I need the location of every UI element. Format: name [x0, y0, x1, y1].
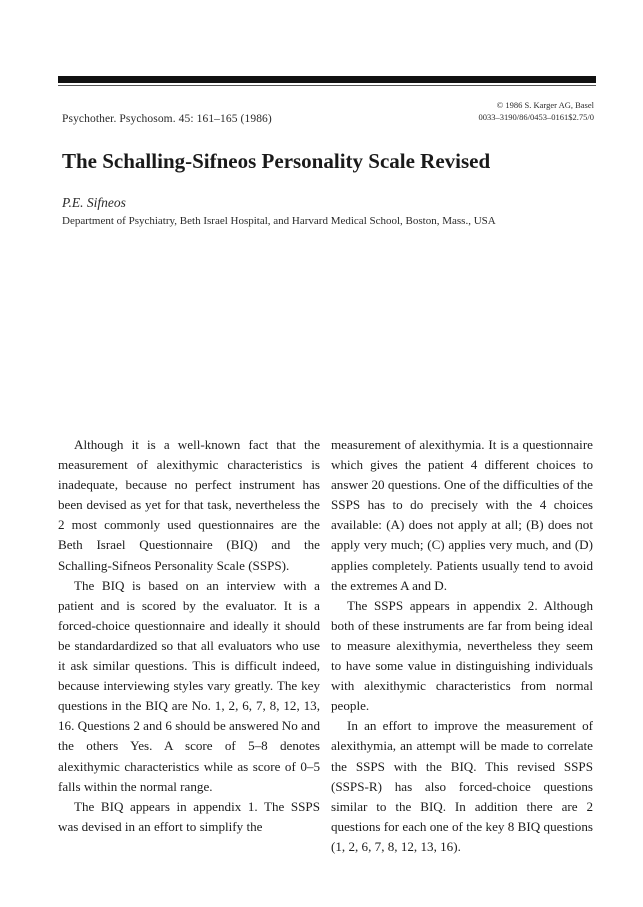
article-code: 0033–3190/86/0453–0161$2.75/0 — [478, 112, 594, 122]
body-column-left — [58, 435, 320, 837]
copyright-notice: © 1986 S. Karger AG, Basel — [496, 100, 594, 110]
paragraph: The BIQ appears in appendix 1. The SSPS was devised in an effort to simplify the — [58, 798, 320, 834]
paragraph-continued: measurement of alexithymia. It is a questionnaire which gives the patient 4 different choices to answer 20 questions. One of the difficulties of the SSPS has to do precisely with the 4 choices available: (A) does not apply at all; (B) does not apply very much; (C) applies very much, and (D) applies completely. Patients usually tend to avoid the extremes A and D. — [331, 437, 593, 593]
header-rule-thick — [58, 76, 596, 83]
paragraph: In an effort to improve the measurement of alexithymia, an attempt will be made to correlate the SSPS with the BIQ. This revised SSPS (SSPS-R) has also forced-choice questions similar to the BIQ. In addition there are 2 questions for each one of the key 8 BIQ questions (1, 2, 6, 7, 8, 12, 13, 16). — [331, 718, 593, 854]
body-column-right — [331, 435, 593, 857]
article-title: The Schalling-Sifneos Personality Scale Revised — [62, 149, 491, 173]
author-name: P.E. Sifneos — [62, 195, 126, 210]
paragraph: The SSPS appears in appendix 2. Although both of these instruments are far from being ideal to measure alexithymia, nevertheless they seem to have some value in distinguishing individuals with alexithymic characteristics from normal people. — [331, 597, 593, 714]
paragraph: Although it is a well-known fact that the measurement of alexithymic characteristics is inadequate, because no perfect instrument has been devised as yet for that task, nevertheless the 2 most commonly used questionnaires are the Beth Israel Questionnaire (BIQ) and the Schalling-Sifneos Personality Scale (SSPS). — [58, 437, 320, 573]
journal-citation: Psychother. Psychosom. 45: 161–165 (1986) — [62, 113, 272, 125]
copyright-block — [479, 99, 594, 123]
header-rule-thin — [58, 85, 596, 86]
author-affiliation: Department of Psychiatry, Beth Israel Hospital, and Harvard Medical School, Boston, Mass., USA — [62, 215, 496, 227]
paragraph: The BIQ is based on an interview with a patient and is scored by the evaluator. It is a forced-choice questionnaire and ideally it should be standardardized so that all evaluators who use it ask similar questions. This is difficult indeed, because interviewing styles vary greatly. The key questions in the BIQ are No. 1, 2, 6, 7, 8, 12, 13, 16. Questions 2 and 6 should be answered No and the others Yes. A score of 5–8 denotes alexithymic characteristics while as score of 0–5 falls within the normal range. — [58, 577, 320, 794]
